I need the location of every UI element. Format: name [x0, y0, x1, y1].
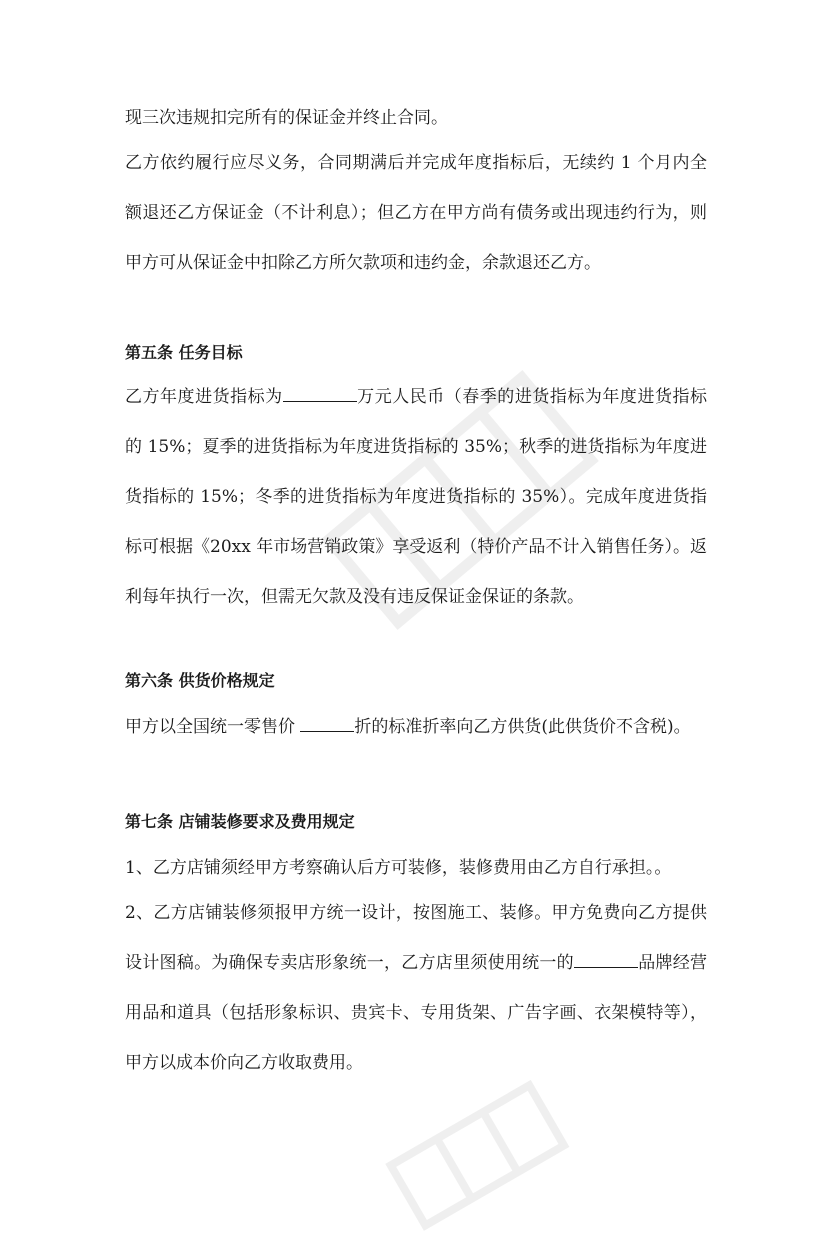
- article-6-text-1: 甲方以全国统一零售价: [125, 717, 301, 737]
- watermark-icon-bottom: [330, 1080, 630, 1240]
- article-7-item-2-text-1: 2、乙方店铺装修须报甲方统一设计，按图施工、装修。甲方免费向乙方提供设计图稿。为确保专卖店形象统一，乙方店里须使用统一的: [125, 903, 707, 973]
- article-7-item-2: [125, 888, 707, 1088]
- fill-blank-discount: [300, 715, 354, 732]
- article-6-heading: 第六条 供货价格规定: [125, 671, 275, 690]
- fill-blank-annual-target: [283, 385, 357, 402]
- article-6-text-2: 折的标准折率向乙方供货(此供货价不含税)。: [354, 717, 691, 737]
- article-7-item-2-text-2: 品牌经营用品和道具（包括形象标识、贵宾卡、专用货架、广告字画、衣架模特等），甲方以成本价向乙方收取费用。: [125, 953, 708, 1073]
- article-7-item-1: 1、乙方店铺须经甲方考察确认后方可装修，装修费用由乙方自行承担。。: [125, 858, 672, 878]
- paragraph-intro-2: 乙方依约履行应尽义务，合同期满后并完成年度指标后，无续约 1 个月内全额退还乙方保证金（不计利息）；但乙方在甲方尚有债务或出现违约行为，则甲方可从保证金中扣除乙方所欠款项和违约金，余款退还乙方。: [125, 153, 707, 273]
- article-5-body: [125, 372, 707, 622]
- article-5-heading: 第五条 任务目标: [125, 343, 243, 362]
- article-7-heading: 第七条 店铺装修要求及费用规定: [125, 812, 355, 831]
- fill-blank-brand: [574, 951, 638, 968]
- article-5-text-2: 万元人民币（春季的进货指标为年度进货指标的 15%；夏季的进货指标为年度进货指标的 35%；秋季的进货指标为年度进货指标的 15%；冬季的进货指标为年度进货指标的 35%）。完成年度进货指标可根据《20xx 年市场营销政策》享受返利（特价产品不计入销售任务）。返利每年执行一次，但需无欠款及没有违反保证金保证的条款。: [125, 387, 708, 607]
- article-5-text-1: 乙方年度进货指标为: [125, 387, 283, 407]
- article-6-body: [125, 702, 707, 752]
- paragraph-intro-1: 现三次违规扣完所有的保证金并终止合同。: [125, 108, 448, 128]
